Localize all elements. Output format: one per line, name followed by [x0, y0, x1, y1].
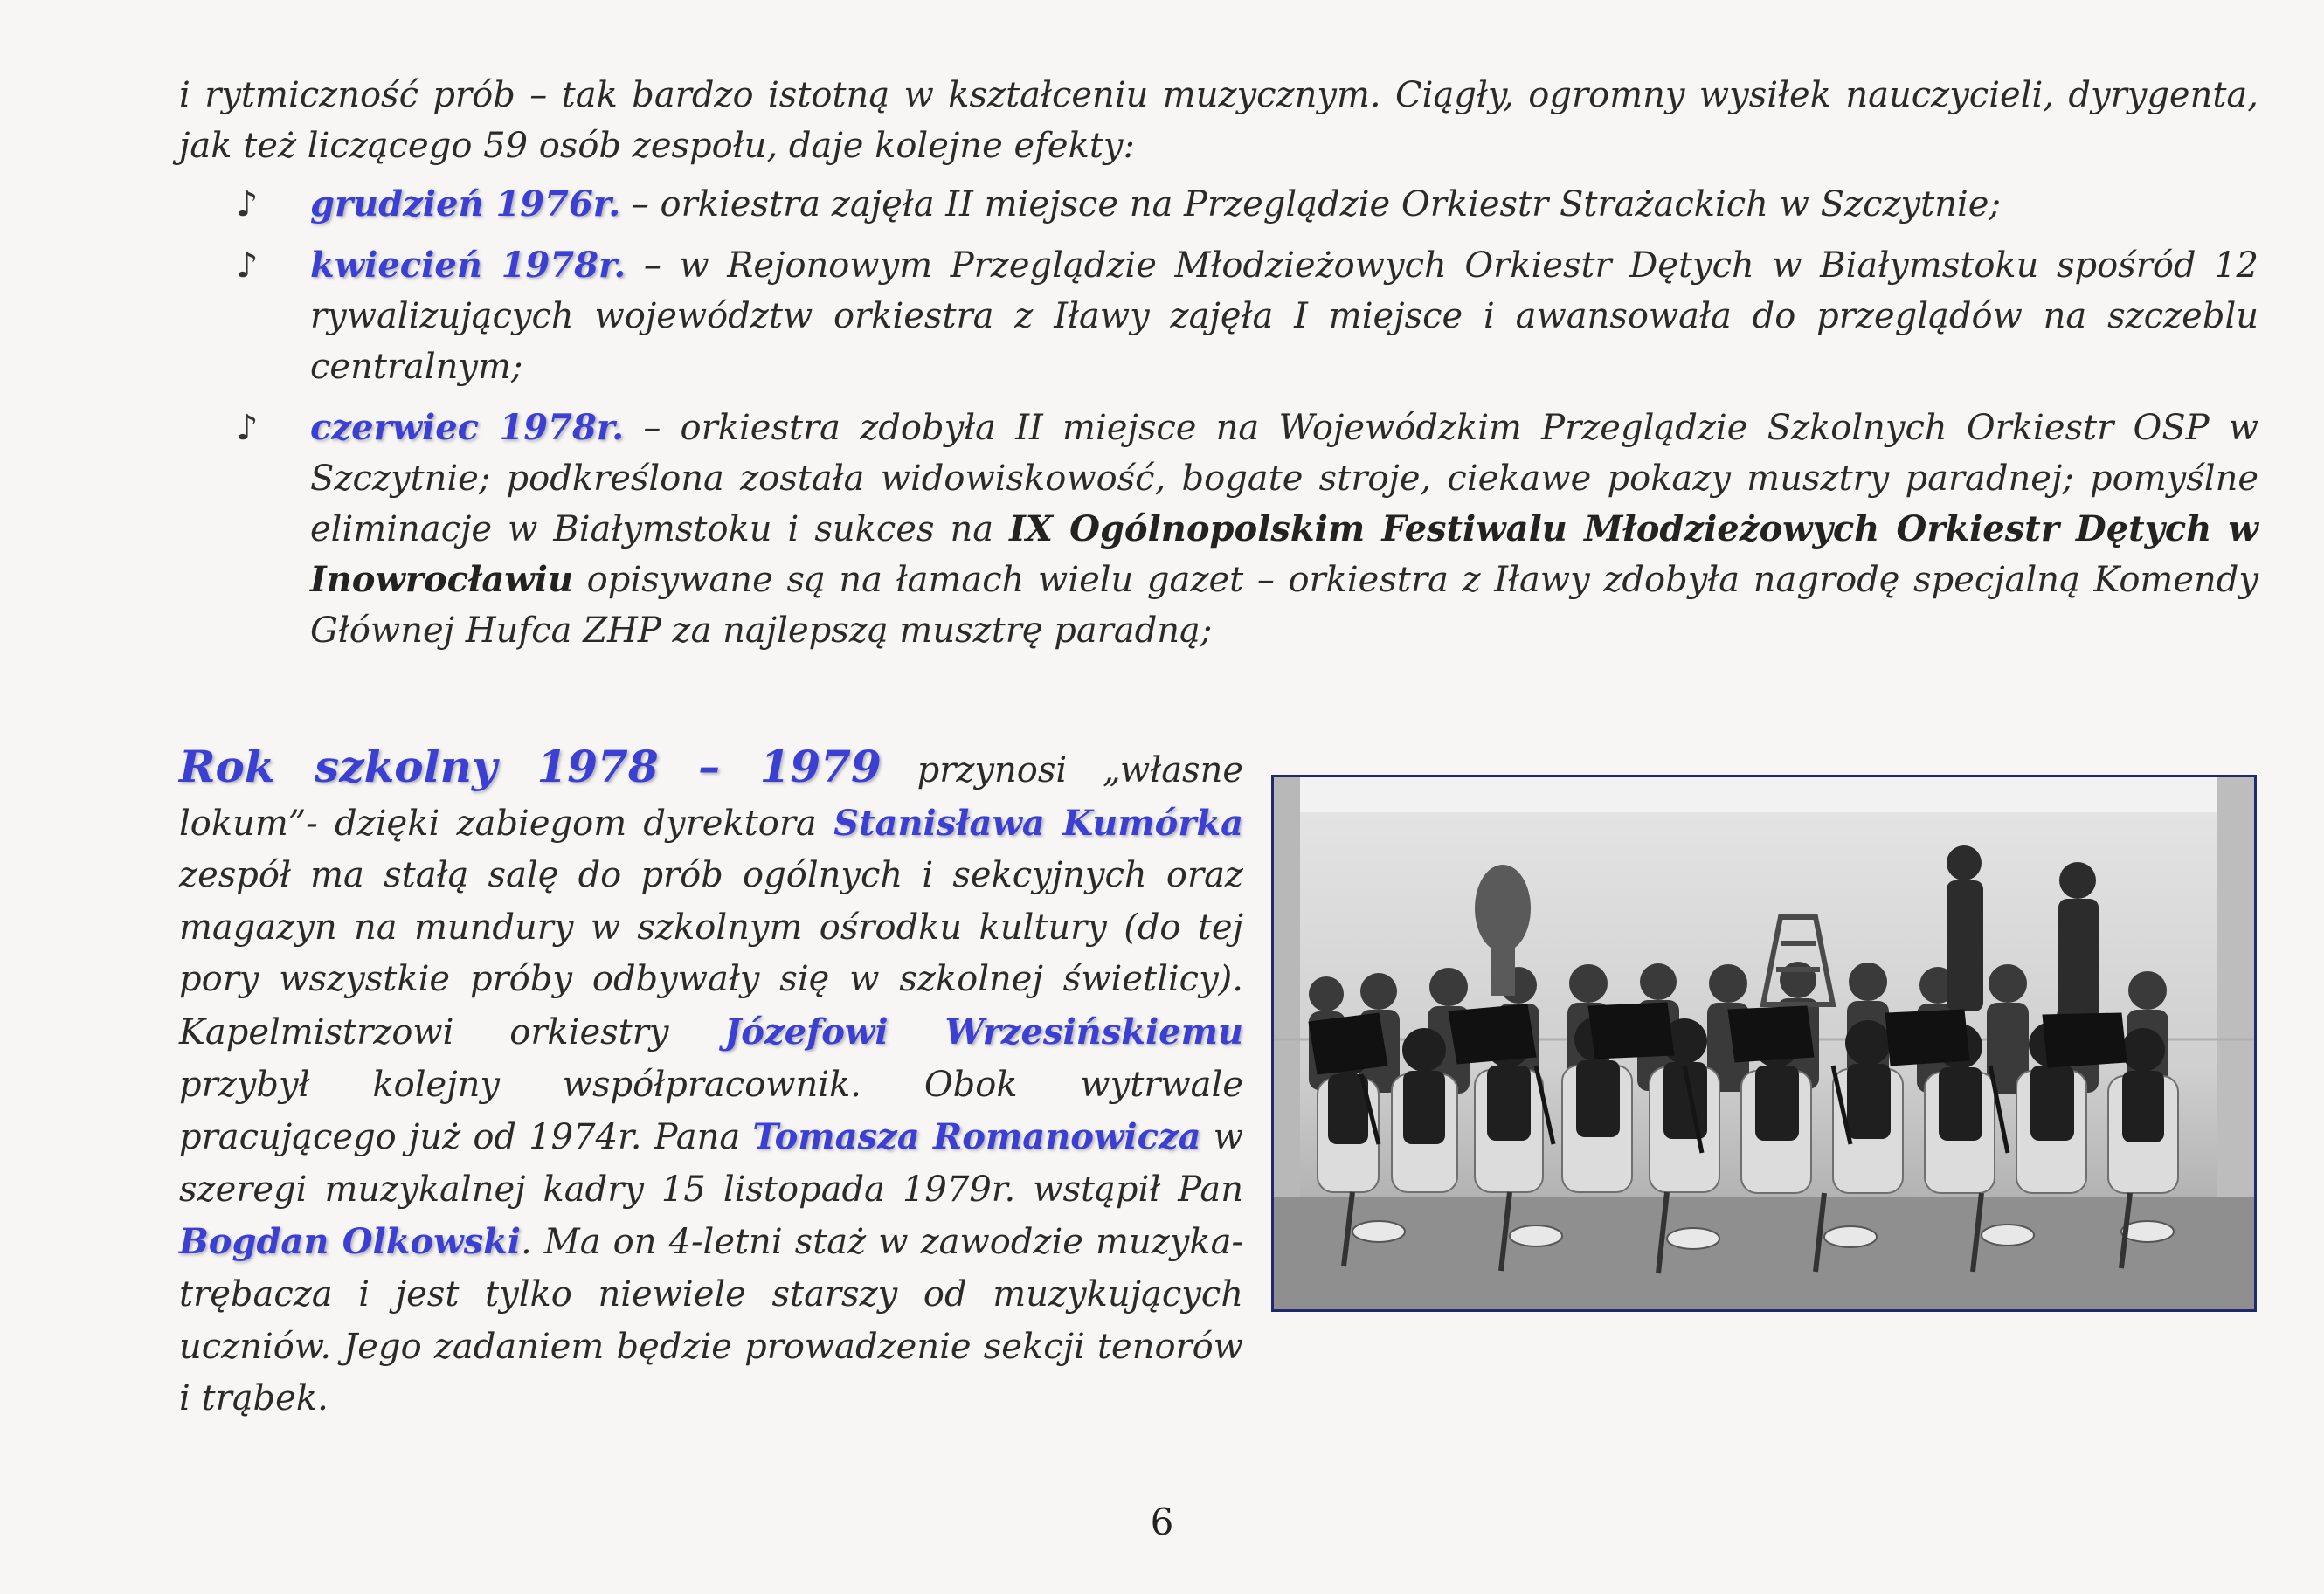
paragraph-text: w szeregi muzykalnej kadry 15 listopada 1979r. wstąpił Pan — [179, 1117, 1244, 1210]
page-number: 6 — [1150, 1501, 1174, 1543]
orchestra-photo — [1271, 775, 2257, 1312]
person-name: Bogdan Olkowski — [179, 1221, 521, 1263]
festival-name: IX Ogólnopolskim Festiwalu Młodzieżowych Orkiestr Dętych w Inowrocławiu — [310, 508, 2258, 600]
person-name: Tomasza Romanowicza — [752, 1116, 1201, 1158]
music-note-icon: ♪ — [236, 245, 259, 286]
achievement-text: – orkiestra zdobyła II miejsce na Wojewódzkim Przeglądzie Szkolnych Orkiestr OSP w Szczytnie; podkreślona została widowiskowość, bogate stroje, ciekawe pokazy musztry paradnej; pomyślne eliminacje w Białymstoku i sukces na — [310, 408, 2258, 549]
achievement-text: opisywane są na łamach wielu gazet – orkiestra z Iławy zdobyła nagrodę specjalną Komendy Głównej Hufca ZHP za najlepszą musztrę paradną; — [310, 560, 2258, 651]
list-item — [236, 240, 2258, 392]
paragraph-text: przybył kolejny współpracownik. Obok wytrwale pracującego już od 1974r. Pana — [179, 1064, 1243, 1158]
list-item — [236, 179, 2258, 230]
achievements-list — [236, 179, 2258, 666]
intro-paragraph: i rytmiczność prób – tak bardzo istotną w kształceniu muzycznym. Ciągły, ogromny wysiłek nauczycieli, dyrygenta, jak też liczącego 59 osób zespołu, daje kolejne efekty: — [179, 75, 2258, 166]
achievement-date: kwiecień 1978r. — [310, 245, 626, 286]
person-name: Józefowi Wrzesińskiemu — [724, 1011, 1244, 1052]
section-heading: Rok szkolny 1978 – 1979 — [179, 741, 882, 792]
orchestra-photo-illustration — [1274, 777, 2254, 1309]
list-item — [236, 403, 2258, 656]
music-note-icon: ♪ — [236, 408, 259, 448]
paragraph-text: zespół ma stałą salę do prób ogólnych i sekcyjnych oraz magazyn na mundury w szkolnym ośrodku kultury (do tej pory wszystkie próby odbywały się w szkolnej świetlicy). Kapelmistrzowi orkiestry — [179, 855, 1243, 1052]
paragraph-text: . Ma on 4-letni staż w zawodzie muzyka-trębacza i jest tylko niewiele starszy od muzykujących uczniów. Jego zadaniem będzie prowadzenie sekcji tenorów i trąbek. — [179, 1222, 1243, 1419]
achievement-date: czerwiec 1978r. — [310, 407, 625, 448]
music-note-icon: ♪ — [236, 184, 259, 224]
person-name: Stanisława Kumórka — [833, 802, 1243, 844]
achievement-text: – orkiestra zajęła II miejsce na Przeglądzie Orkiestr Strażackich w Szczytnie; — [620, 184, 2001, 224]
achievement-text: – w Rejonowym Przeglądzie Młodzieżowych Orkiestr Dętych w Białymstoku spośród 12 rywalizujących województw orkiestra z Iławy zajęła I miejsce i awansowała do przeglądów na szczeblu centralnym; — [310, 245, 2258, 387]
paragraph-text: przynosi „własne lokum”- dzięki zabiegom dyrektora — [179, 750, 1244, 844]
achievement-date: grudzień 1976r. — [310, 183, 621, 224]
school-year-paragraph — [179, 741, 1243, 1425]
